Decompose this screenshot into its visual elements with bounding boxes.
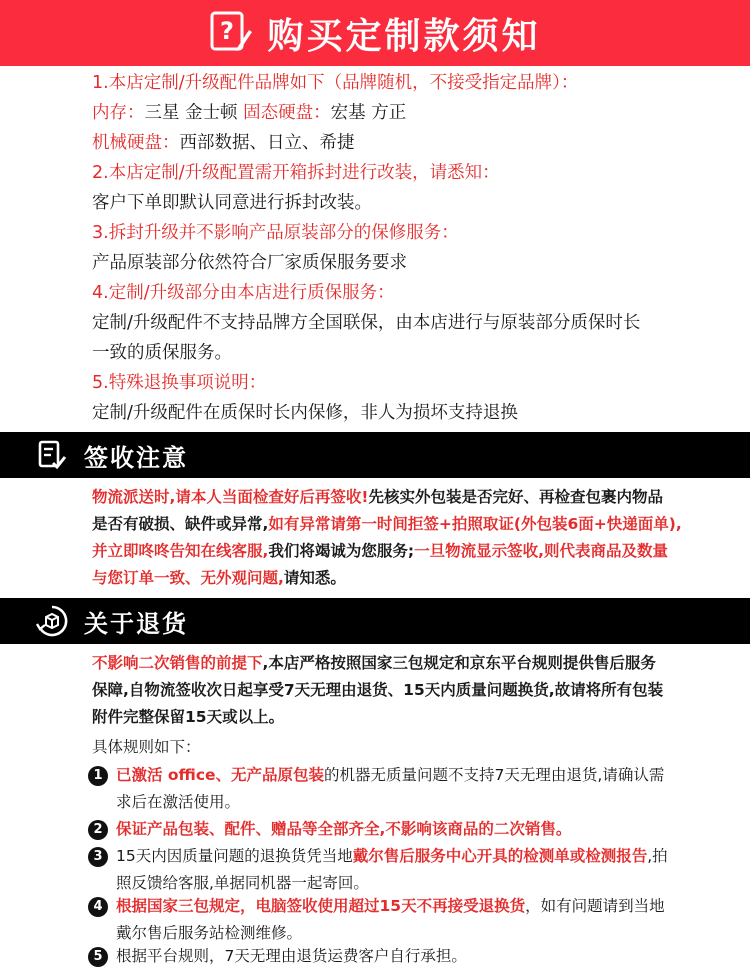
notice-line-1: 1.本店定制/升级配件品牌如下（品牌随机，不接受指定品牌）：: [92, 73, 579, 93]
notice-line-8: 4.定制/升级部分由本店进行质保服务：: [92, 283, 395, 303]
sign-paragraph: 物流派送时,请本人当面检查好后再签收!先核实外包装是否完好、再检查包裹内物品 是否有破损、缺件或异常,如有异常请第一时间拒签+拍照取证(外包装6面+快递面单), 并立即咚咚告知在线客服,我们将竭诚为您服务;一旦物流显示签收,则代表商品及数量 与您订单一致、无外观问题,请知悉。: [92, 488, 682, 587]
returns-section-title: 关于退货: [84, 609, 188, 638]
rule-number-badge: 1: [88, 766, 108, 786]
rules-title: 具体规则如下：: [92, 738, 201, 756]
notice-line-9: 定制/升级配件不支持品牌方全国联保，由本店进行与原装部分质保时长: [92, 313, 641, 333]
notice-line-6: 3.拆封升级并不影响产品原装部分的保修服务：: [92, 223, 459, 243]
notice-line-12: 定制/升级配件在质保时长内保修，非人为损坏支持退换: [92, 403, 518, 423]
custom-notice-list: [92, 68, 732, 428]
notice-line-11: 5.特殊退换事项说明：: [92, 373, 267, 393]
rule-number-badge: 4: [88, 897, 108, 917]
rule-number-badge: 3: [88, 847, 108, 867]
svg-text:?: ?: [220, 17, 235, 45]
sign-section-title: 签收注意: [84, 443, 188, 472]
rule-item-4: 4 根据国家三包规定，电脑签收使用超过15天不再接受退换货，如有问题请到当地 戴尔售后服务站检测维修。: [88, 893, 728, 947]
sign-section-header: [0, 432, 750, 478]
rule-item-2: 2 保证产品包装、配件、赠品等全部齐全,不影响该商品的二次销售。: [88, 816, 728, 843]
rule-number-badge: 5: [88, 947, 108, 967]
notice-line-7: 产品原装部分依然符合厂家质保服务要求: [92, 253, 407, 273]
return-box-icon: [34, 603, 70, 639]
returns-paragraph: 不影响二次销售的前提下,本店严格按照国家三包规定和京东平台规则提供售后服务 保障,自物流签收次日起享受7天无理由退货、15天内质量问题换货,故请将所有包装 附件完整保留15天或以上。: [92, 654, 664, 726]
clipboard-check-icon: [34, 437, 70, 473]
notice-line-2: 内存：三星 金士顿 固态硬盘：宏基 方正: [92, 103, 407, 123]
notice-line-3: 机械硬盘：西部数据、日立、希捷: [92, 133, 355, 153]
returns-section-header: [0, 598, 750, 644]
notice-line-10: 一致的质保服务。: [92, 343, 232, 363]
header-banner: [0, 0, 750, 66]
edit-note-icon: [209, 8, 253, 58]
rule-item-1: 1 已激活 office、无产品原包装的机器无质量问题不支持7天无理由退货,请确认需 求后在激活使用。: [88, 762, 728, 816]
page-title: 购买定制款须知: [267, 15, 541, 57]
rule-item-5: 5 根据平台规则，7天无理由退货运费客户自行承担。: [88, 943, 728, 970]
notice-line-4: 2.本店定制/升级配置需开箱拆封进行改装，请悉知：: [92, 163, 500, 183]
notice-line-5: 客户下单即默认同意进行拆封改装。: [92, 193, 372, 213]
rule-number-badge: 2: [88, 820, 108, 840]
rule-item-3: 3 15天内因质量问题的退换货凭当地戴尔售后服务中心开具的检测单或检测报告,拍 照反馈给客服,单据同机器一起寄回。: [88, 843, 728, 897]
